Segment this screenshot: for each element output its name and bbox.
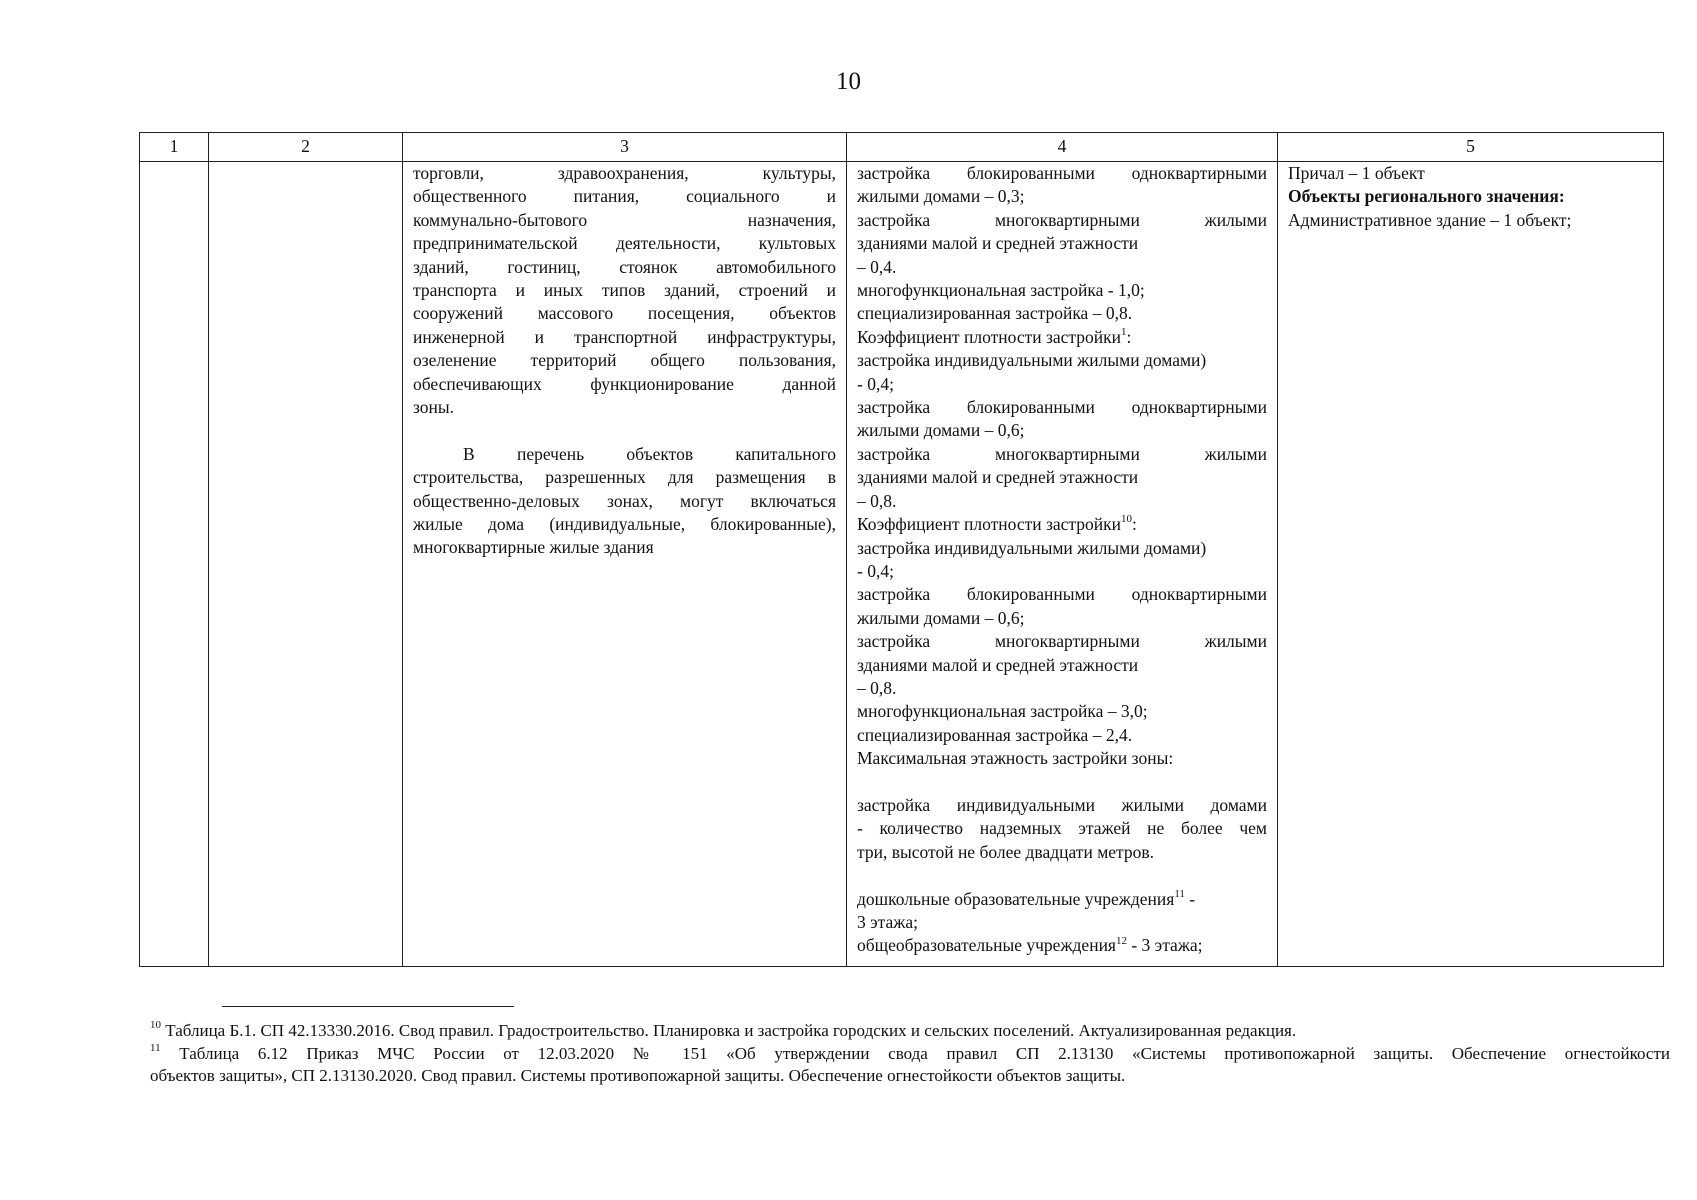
col3-line: многоквартирные жилые здания [413, 537, 654, 558]
footnote-11-continued: объектов защиты», СП 2.13130.2020. Свод правил. Системы противопожарной защиты. Обеспечение огнестойкости объектов защиты. [150, 1066, 1126, 1085]
col4-text: общеобразовательные учреждения [857, 935, 1116, 956]
cell-col-3 [403, 162, 847, 967]
cell-col-4 [847, 162, 1278, 967]
footnote-number: 11 [150, 1041, 161, 1054]
col4-text: : [1126, 326, 1132, 347]
col4-line: – 0,4. [857, 256, 897, 277]
col4-line: Максимальная этажность застройки зоны: [857, 748, 1174, 769]
footnote-number: 10 [150, 1019, 161, 1032]
col3-line: коммунально-бытового назначения, [413, 209, 836, 230]
col4-line: специализированная застройка – 0,8. [857, 303, 1133, 324]
main-table [139, 132, 1664, 967]
col4-line: жилыми домами – 0,3; [857, 186, 1025, 207]
column-header-2: 2 [209, 133, 403, 162]
col4-line: 3 этажа; [857, 911, 918, 932]
col3-line: зоны. [413, 397, 455, 418]
col4-line: застройка индивидуальными жилыми домами) [857, 537, 1207, 558]
cell-col-5 [1278, 162, 1664, 967]
col4-text: дошкольные образовательные учреждения [857, 888, 1175, 909]
col4-line: застройка индивидуальными жилыми домами [857, 794, 1267, 815]
column-header-5: 5 [1278, 133, 1664, 162]
col4-line: – 0,8. [857, 677, 897, 698]
col3-line: торговли, здравоохранения, культуры, [413, 163, 836, 183]
col3-line: транспорта и иных типов зданий, строений и [413, 280, 836, 301]
col4-line: - 0,4; [857, 560, 894, 581]
col4-line: застройка многоквартирными жилыми [857, 443, 1267, 464]
col3-line: жилые дома (индивидуальные, блокированные), [413, 514, 836, 535]
footnote-ref: 11 [1174, 887, 1185, 900]
col4-text: - 3 этажа; [1126, 935, 1203, 956]
col4-line [857, 513, 1267, 536]
col4-line: зданиями малой и средней этажности [857, 654, 1139, 675]
col3-line: инженерной и транспортной инфраструктуры, [413, 326, 836, 347]
col3-line: В перечень объектов капитального [463, 443, 836, 464]
col4-line [857, 934, 1267, 957]
footnote-ref: 12 [1115, 934, 1127, 947]
col4-line [857, 888, 1267, 911]
col4-line: зданиями малой и средней этажности [857, 233, 1139, 254]
col5-line: Административное здание – 1 объект; [1288, 209, 1572, 230]
col3-line: сооружений массового посещения, объектов [413, 303, 836, 324]
column-header-1: 1 [140, 133, 209, 162]
footnote-text: Таблица 6.12 Приказ МЧС России от 12.03.2020 № 151 «Об утверждении свода правил СП 2.13130 «Системы противопожарной защиты. Обеспечение огнестойкости [160, 1043, 1670, 1063]
col3-line: обеспечивающих функционирование данной [413, 373, 836, 394]
table-row [140, 162, 1664, 967]
col4-line: жилыми домами – 0,6; [857, 607, 1025, 628]
col4-text: : [1132, 514, 1137, 535]
col4-text: - [1184, 888, 1196, 909]
footnote-11 [150, 1043, 1670, 1066]
table-header-row [140, 133, 1664, 162]
col5-heading: Объекты регионального значения: [1288, 186, 1565, 207]
col3-line: общественно-деловых зонах, могут включаться [413, 490, 836, 511]
footnote-10 [150, 1020, 1670, 1043]
col3-line: зданий, гостиниц, стоянок автомобильного [413, 256, 836, 277]
col4-line: – 0,8. [857, 490, 897, 511]
col3-line: предпринимательской деятельности, культовых [413, 233, 836, 254]
page-number: 10 [836, 68, 861, 95]
cell-col-2 [209, 162, 403, 967]
col4-line: застройка многоквартирными жилыми [857, 631, 1267, 652]
col4-line: застройка блокированными одноквартирными [857, 397, 1267, 418]
col4-line: - количество надземных этажей не более чем [857, 818, 1267, 839]
col4-line: застройка блокированными одноквартирными [857, 163, 1267, 183]
footnote-separator [222, 1006, 514, 1007]
footnote-text: Таблица Б.1. СП 42.13330.2016. Свод правил. Градостроительство. Планировка и застройка городских и сельских поселений. Актуализированная редакция. [161, 1021, 1297, 1040]
column-header-3: 3 [403, 133, 847, 162]
column-header-4: 4 [847, 133, 1278, 162]
col4-line: специализированная застройка – 2,4. [857, 724, 1133, 745]
col4-line: застройка индивидуальными жилыми домами) [857, 350, 1207, 371]
col4-line: застройка многоквартирными жилыми [857, 209, 1267, 230]
footnote-ref: 10 [1121, 513, 1133, 526]
col4-line: - 0,4; [857, 373, 894, 394]
footnotes [150, 1020, 1670, 1088]
cell-col-1 [140, 162, 209, 967]
col4-line: многофункциональная застройка – 3,0; [857, 701, 1148, 722]
col4-line: многофункциональная застройка - 1,0; [857, 280, 1145, 301]
col4-line: жилыми домами – 0,6; [857, 420, 1025, 441]
col4-line: застройка блокированными одноквартирными [857, 584, 1267, 605]
col3-line: общественного питания, социального и [413, 186, 836, 207]
col5-line: Причал – 1 объект [1288, 163, 1425, 183]
col4-line: зданиями малой и средней этажности [857, 467, 1139, 488]
col4-line [857, 326, 1267, 349]
col4-text: Коэффициент плотности застройки [857, 326, 1122, 347]
col4-text: Коэффициент плотности застройки [857, 514, 1122, 535]
footnote-ref: 1 [1121, 326, 1127, 339]
col4-line: три, высотой не более двадцати метров. [857, 841, 1155, 862]
col3-line: озеленение территорий общего пользования, [413, 350, 836, 371]
col3-line: строительства, разрешенных для размещения в [413, 467, 836, 488]
